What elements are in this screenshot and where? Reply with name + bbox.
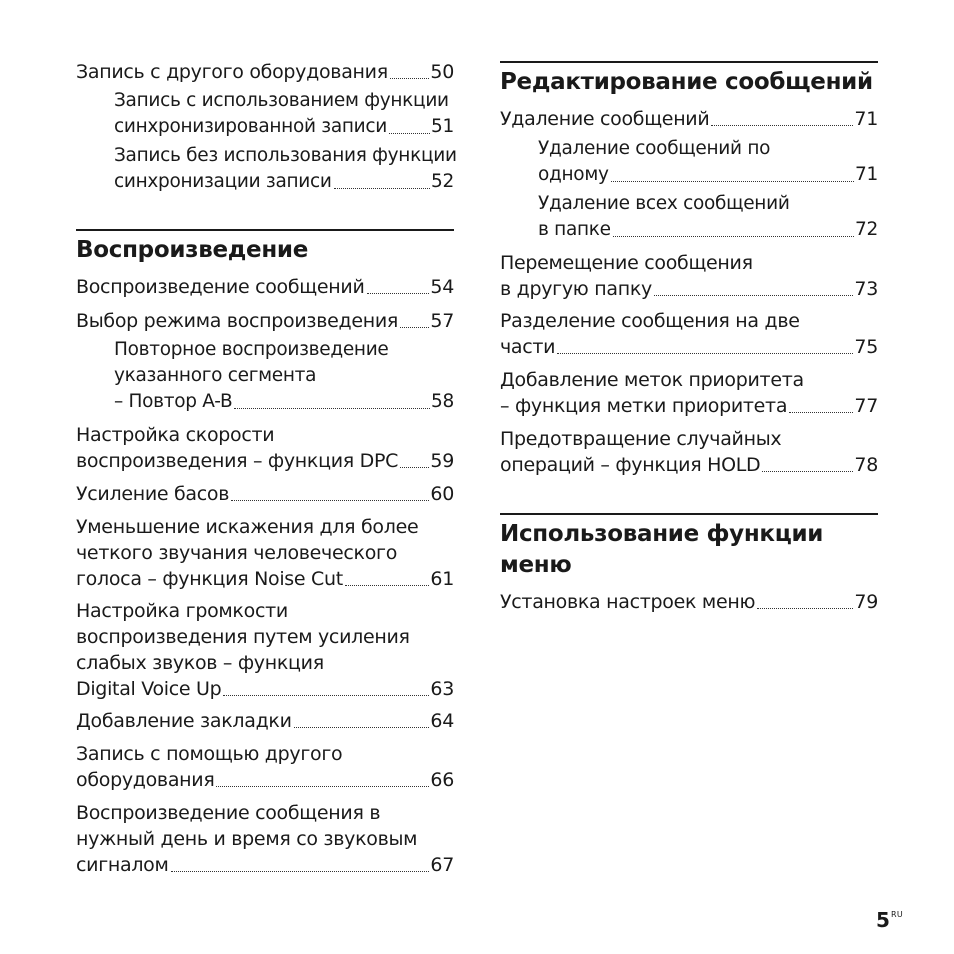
toc-entry-text: части <box>500 336 556 358</box>
toc-entry-last-line <box>538 217 878 243</box>
toc-entry-text: Запись с помощью другого <box>76 743 343 765</box>
toc-entry-text: оборудования <box>76 769 215 791</box>
toc-page-number: 77 <box>854 395 878 417</box>
dot-leader <box>389 132 430 134</box>
toc-entry-text: Добавление меток приоритета <box>500 369 804 391</box>
toc-entry[interactable] <box>76 274 454 300</box>
toc-entry[interactable] <box>76 741 454 793</box>
toc-subentry[interactable] <box>538 191 878 243</box>
toc-entry[interactable] <box>500 589 878 615</box>
toc-page-number: 63 <box>430 678 454 700</box>
dot-leader <box>400 466 429 468</box>
toc-entry-text: Установка настроек меню <box>500 591 756 613</box>
toc-page-number: 52 <box>431 171 454 192</box>
dot-leader <box>231 499 429 501</box>
section-heading-text: Воспроизведение <box>76 237 309 263</box>
toc-entry-last-line <box>500 452 878 478</box>
toc-entry-last-line <box>500 589 878 615</box>
toc-page-number: 67 <box>430 854 454 876</box>
dot-leader <box>171 870 430 872</box>
dot-leader <box>557 352 853 354</box>
dot-leader <box>367 292 430 294</box>
toc-entry-text: Повторное воспроизведение <box>114 339 389 360</box>
toc-entry-text: одному <box>538 164 609 185</box>
toc-entry-text: – функция метки приоритета <box>500 395 788 417</box>
toc-entry-last-line <box>76 767 454 793</box>
toc-entry-text: голоса – функция Noise Cut <box>76 568 343 590</box>
toc-entry-text: Запись с использованием функции <box>114 90 449 111</box>
section-heading-text: Использование функции <box>500 521 824 547</box>
toc-subentry[interactable] <box>114 143 457 195</box>
toc-entry-text: – Повтор A-B <box>114 391 233 412</box>
dot-leader <box>345 584 430 586</box>
toc-entry-text: воспроизведения путем усиления <box>76 626 410 648</box>
toc-entry-text: Удаление сообщений <box>500 108 710 130</box>
toc-entry-text: Разделение сообщения на две <box>500 310 800 332</box>
dot-leader <box>234 407 430 409</box>
toc-page-number: 75 <box>854 336 878 358</box>
language-code: RU <box>891 910 904 919</box>
toc-entry-text: Удаление сообщений по <box>538 138 771 159</box>
toc-entry-text: Усиление басов <box>76 483 230 505</box>
toc-entry-last-line <box>114 114 454 140</box>
toc-entry[interactable] <box>76 308 454 334</box>
toc-entry-text: операций – функция HOLD <box>500 454 761 476</box>
dot-leader <box>611 180 854 182</box>
toc-entry[interactable] <box>500 308 878 360</box>
toc-entry[interactable] <box>76 800 454 878</box>
toc-entry-text: Воспроизведение сообщений <box>76 276 365 298</box>
toc-entry-text: Воспроизведение сообщения в <box>76 802 381 824</box>
toc-entry-text: синхронизации записи <box>114 171 332 192</box>
toc-entry-text: Добавление закладки <box>76 710 292 732</box>
toc-entry-last-line <box>76 308 454 334</box>
toc-entry-last-line <box>114 169 454 195</box>
toc-entry[interactable] <box>76 422 454 474</box>
dot-leader <box>654 294 853 296</box>
toc-entry[interactable] <box>76 514 454 592</box>
dot-leader <box>216 785 429 787</box>
toc-entry-last-line <box>76 676 454 702</box>
toc-entry-text: Настройка скорости <box>76 424 275 446</box>
toc-entry-text: Перемещение сообщения <box>500 252 753 274</box>
toc-page-number: 51 <box>431 116 454 137</box>
toc-entry-last-line <box>76 566 454 592</box>
toc-page-number: 71 <box>854 108 878 130</box>
toc-subentry[interactable] <box>114 88 454 140</box>
dot-leader <box>757 607 853 609</box>
toc-entry[interactable] <box>76 708 454 734</box>
toc-entry[interactable] <box>500 367 878 419</box>
dot-leader <box>294 726 430 728</box>
toc-entry-text: Уменьшение искажения для более <box>76 516 419 538</box>
toc-entry-last-line <box>500 276 878 302</box>
toc-entry-last-line <box>76 852 454 878</box>
toc-entry-last-line <box>500 393 878 419</box>
toc-entry-text: указанного сегмента <box>114 365 317 386</box>
toc-page-number: 50 <box>430 61 454 83</box>
section-heading-text: Редактирование сообщений <box>500 69 873 95</box>
toc-page-number: 59 <box>430 450 454 472</box>
toc-page-number: 54 <box>430 276 454 298</box>
toc-entry-last-line <box>500 106 878 132</box>
toc-entry-text: Запись с другого оборудования <box>76 61 388 83</box>
toc-page-number: 71 <box>855 164 878 185</box>
toc-page-number: 60 <box>430 483 454 505</box>
toc-entry-text: в другую папку <box>500 278 652 300</box>
toc-entry-last-line <box>76 274 454 300</box>
section-heading <box>500 513 878 581</box>
toc-entry-text: слабых звуков – функция <box>76 652 324 674</box>
toc-entry[interactable] <box>76 598 454 702</box>
dot-leader <box>334 187 430 189</box>
toc-entry-text: воспроизведения – функция DPC <box>76 450 399 472</box>
toc-entry-last-line <box>500 334 878 360</box>
toc-entry-text: нужный день и время со звуковым <box>76 828 418 850</box>
dot-leader <box>613 235 854 237</box>
toc-entry-text: в папке <box>538 219 611 240</box>
toc-entry-text: Удаление всех сообщений <box>538 193 790 214</box>
page-number: 5 <box>876 908 890 932</box>
toc-page-number: 58 <box>431 391 454 412</box>
dot-leader <box>390 77 430 79</box>
toc-entry[interactable] <box>76 481 454 507</box>
section-heading <box>500 61 878 98</box>
toc-page-number: 66 <box>430 769 454 791</box>
toc-entry-text: Выбор режима воспроизведения <box>76 310 399 332</box>
toc-entry[interactable] <box>500 106 878 132</box>
section-heading <box>76 229 454 266</box>
toc-entry-text: Запись без использования функции <box>114 145 457 166</box>
toc-entry-last-line <box>76 59 454 85</box>
toc-entry-text: Настройка громкости <box>76 600 288 622</box>
toc-entry-last-line <box>538 162 878 188</box>
toc-page-number: 79 <box>854 591 878 613</box>
toc-entry-last-line <box>76 708 454 734</box>
toc-entry-text: сигналом <box>76 854 169 876</box>
toc-entry-last-line <box>114 389 454 415</box>
dot-leader <box>400 326 429 328</box>
toc-subentry[interactable] <box>114 337 454 415</box>
dot-leader <box>762 470 853 472</box>
dot-leader <box>711 124 853 126</box>
toc-entry[interactable] <box>500 426 878 478</box>
toc-entry-last-line <box>76 481 454 507</box>
dot-leader <box>223 694 429 696</box>
toc-entry[interactable] <box>500 250 878 302</box>
toc-page-number: 73 <box>854 278 878 300</box>
toc-page-number: 72 <box>855 219 878 240</box>
dot-leader <box>789 411 853 413</box>
toc-page-number: 61 <box>430 568 454 590</box>
toc-page-number: 57 <box>430 310 454 332</box>
toc-subentry[interactable] <box>538 136 878 188</box>
toc-entry[interactable] <box>76 59 454 85</box>
section-heading-text: меню <box>500 552 572 578</box>
toc-entry-text: синхронизированной записи <box>114 116 387 137</box>
toc-entry-text: Предотвращение случайных <box>500 428 782 450</box>
toc-entry-last-line <box>76 448 454 474</box>
toc-page-number: 64 <box>430 710 454 732</box>
toc-entry-text: четкого звучания человеческого <box>76 542 398 564</box>
toc-page-number: 78 <box>854 454 878 476</box>
toc-entry-text: Digital Voice Up <box>76 678 222 700</box>
